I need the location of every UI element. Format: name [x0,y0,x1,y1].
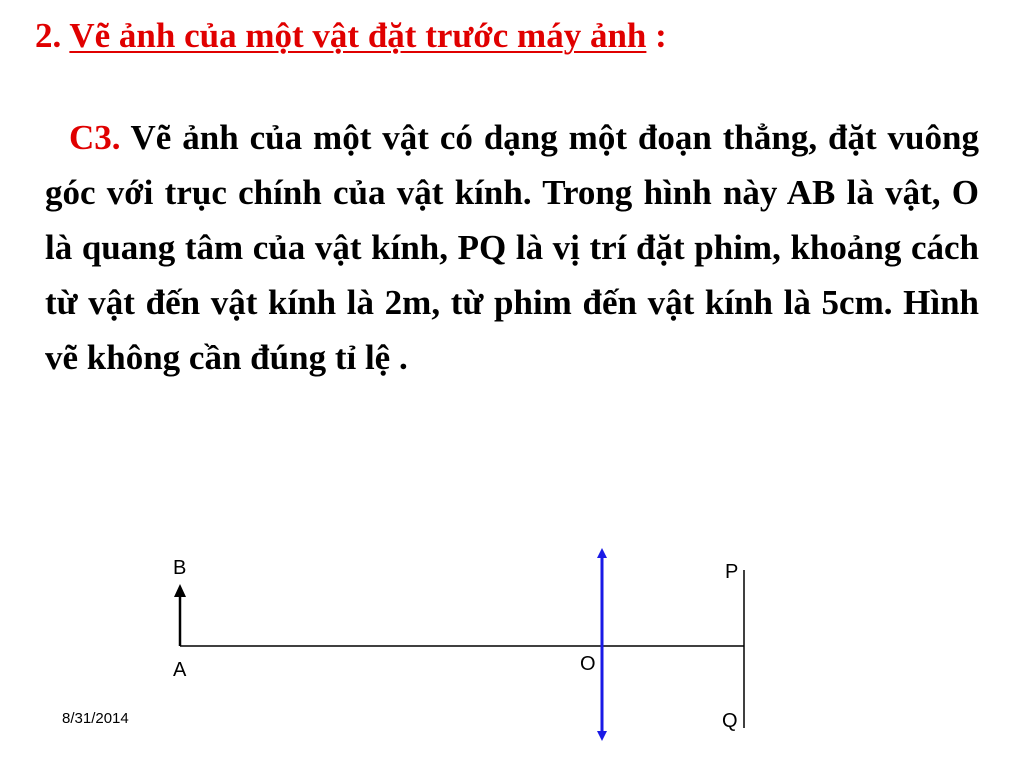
slide-date: 8/31/2014 [62,710,129,727]
heading-title: Vẽ ảnh của một vật đặt trước máy ảnh [69,16,647,55]
exercise-label: C3. [69,118,121,157]
label-a: A [173,659,187,681]
exercise-text: Vẽ ảnh của một vật có dạng một đoạn thẳng, đặt vuông góc với trục chính của vật kính. Trong hình này AB là vật, O là quang tâm của vật kính, PQ là vị trí đặt phim, khoảng cách từ vật đến vật kính là 2m, từ phim đến vật kính là 5cm. Hình vẽ không cần đúng tỉ lệ . [45,118,979,377]
label-o: O [580,653,596,675]
object-arrow-head [174,584,186,597]
label-q: Q [722,710,738,732]
heading-number: 2. [35,16,62,55]
label-b: B [173,557,187,579]
heading-colon: : [655,16,667,55]
label-p: P [725,561,739,583]
